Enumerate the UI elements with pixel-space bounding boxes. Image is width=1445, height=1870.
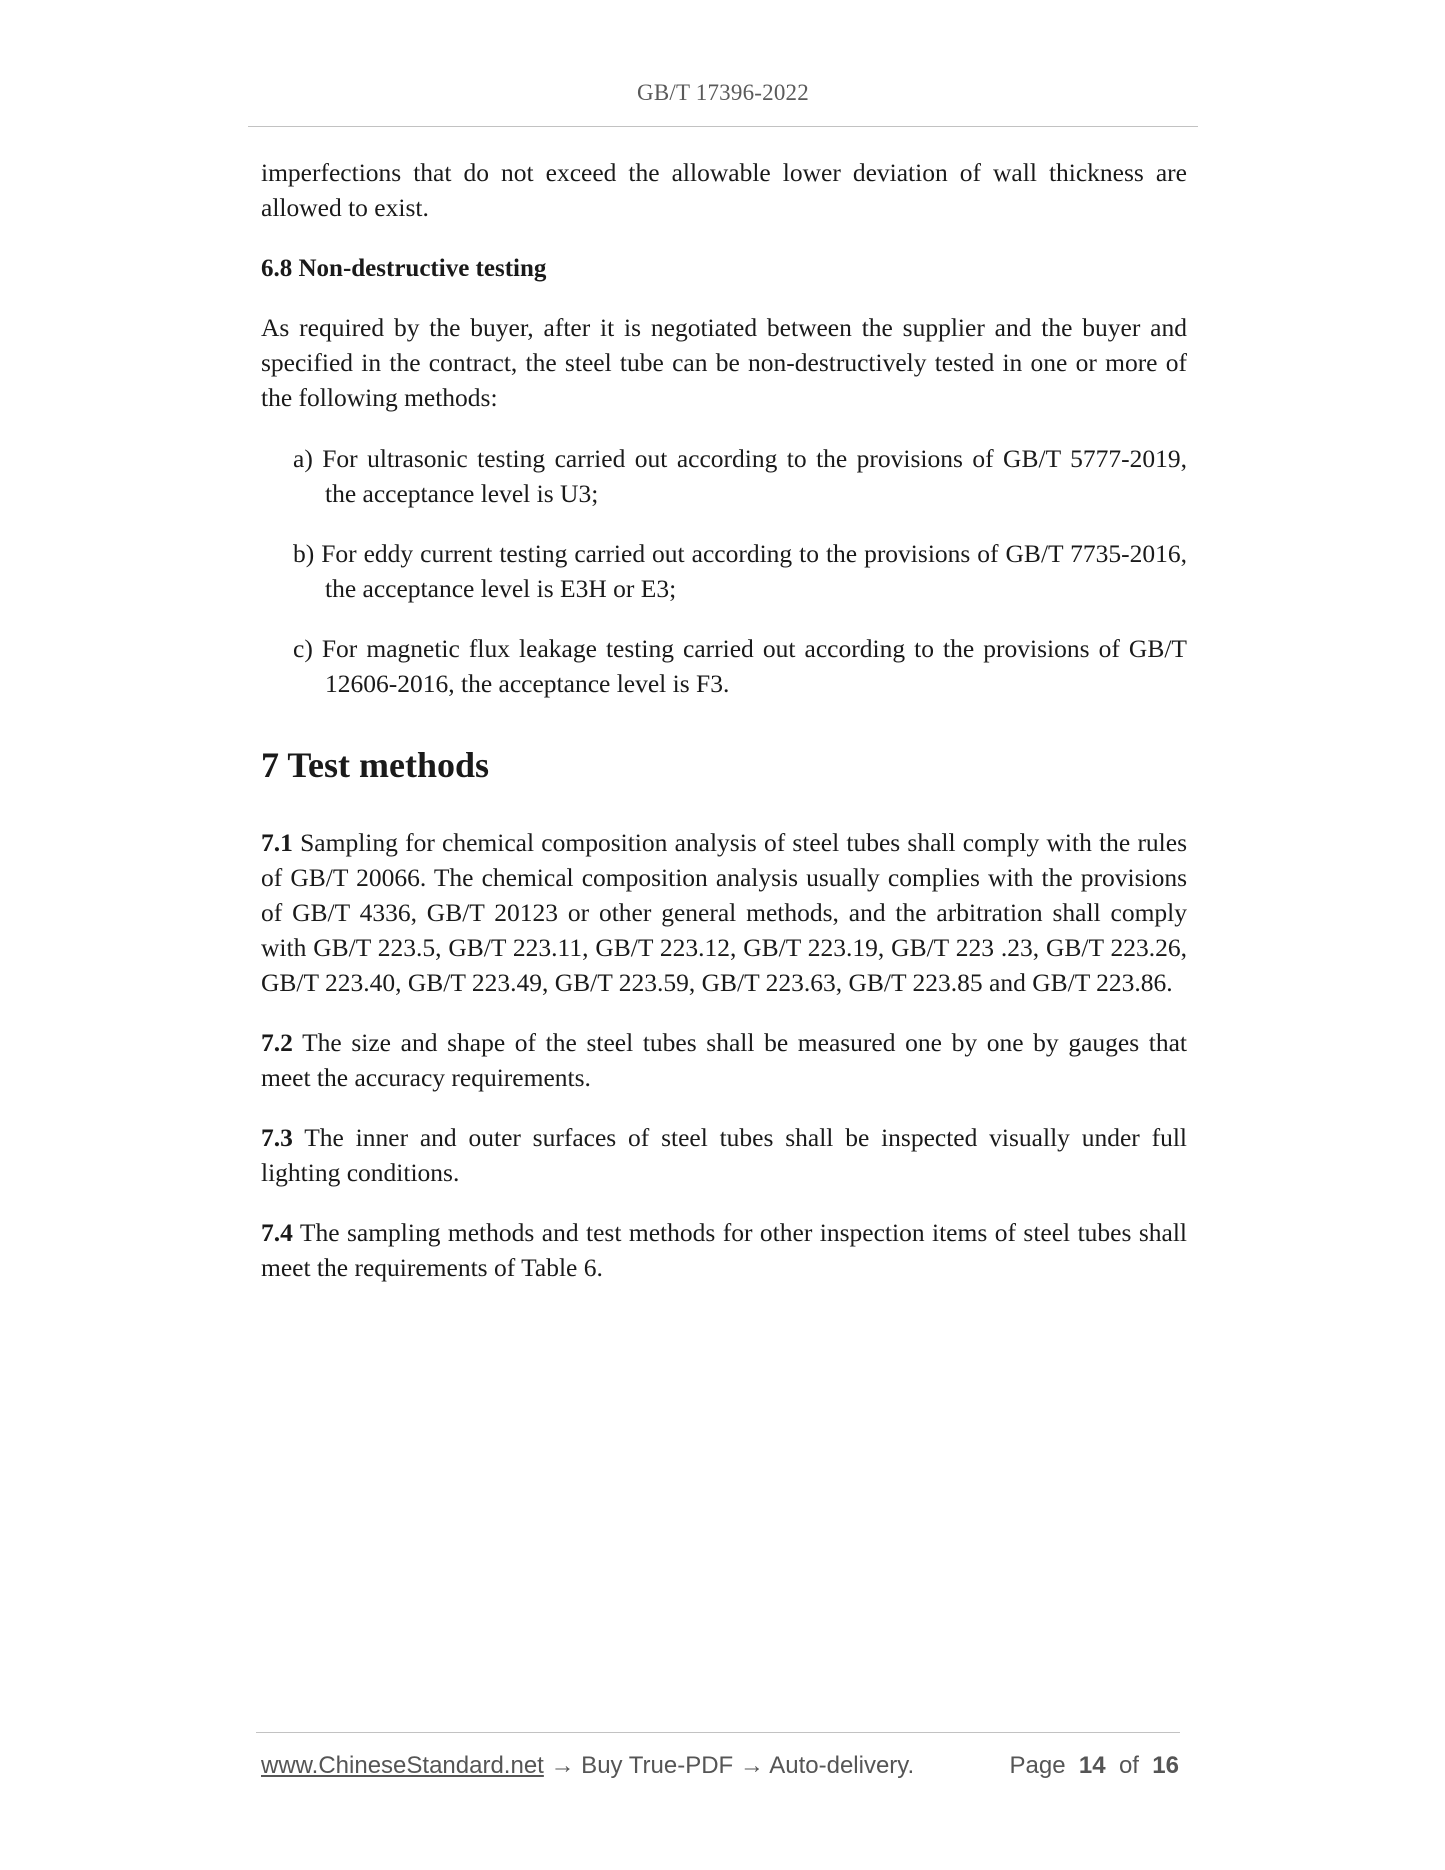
page-label: Page bbox=[1009, 1752, 1066, 1779]
section-6-8-title: 6.8 Non-destructive testing bbox=[261, 255, 547, 282]
current-page-number: 14 bbox=[1078, 1752, 1106, 1779]
section-6-8-body: As required by the buyer, after it is negotiated between the supplier and the buyer and specified in the contract, the steel tube can be non-destructively tested in one or more of the following methods: bbox=[261, 313, 1187, 412]
document-header-title: GB/T 17396-2022 bbox=[637, 80, 809, 105]
clause-7-3-text: The inner and outer surfaces of steel tubes shall be inspected visually under full lighting conditions. bbox=[261, 1123, 1187, 1187]
page-content bbox=[261, 155, 1187, 1310]
footer-promo-text: → Buy True-PDF → Auto-delivery. bbox=[543, 1752, 915, 1779]
page-indicator bbox=[1009, 1752, 1179, 1780]
of-label: of bbox=[1118, 1752, 1139, 1779]
clause-7-4-text: The sampling methods and test methods for other inspection items of steel tubes shall meet the requirements of Table 6. bbox=[261, 1218, 1188, 1282]
page-footer bbox=[261, 1752, 1181, 1782]
list-item-eddy-current: b) For eddy current testing carried out according to the provisions of GB/T 7735-2016, the acceptance level is E3H or E3; bbox=[293, 539, 1187, 603]
clause-7-3 bbox=[261, 1120, 1187, 1190]
list-item-magnetic-flux: c) For magnetic flux leakage testing carried out according to the provisions of GB/T 12606-2016, the acceptance level is F3. bbox=[293, 634, 1187, 698]
clause-7-1-number: 7.1 bbox=[261, 828, 293, 857]
clause-7-1-text: Sampling for chemical composition analysis of steel tubes shall comply with the rules of GB/T 20066. The chemical composition analysis usually complies with the provisions of GB/T 4336, GB/T 20123 or other general methods, and the arbitration shall comply with GB/T 223.5, GB/T 223.11, GB/T 223.12, GB/T 223.19, GB/T 223 .23, GB/T 223.26, GB/T 223.40, GB/T 223.49, GB/T 223.59, GB/T 223.63, GB/T 223.85 and GB/T 223.86. bbox=[261, 828, 1188, 997]
chapter-7-title: 7 Test methods bbox=[261, 745, 490, 785]
list-item-ultrasonic: a) For ultrasonic testing carried out according to the provisions of GB/T 5777-2019, the acceptance level is U3; bbox=[293, 444, 1187, 508]
clause-7-4-number: 7.4 bbox=[261, 1218, 293, 1247]
clause-7-2-number: 7.2 bbox=[261, 1028, 293, 1057]
clause-7-3-number: 7.3 bbox=[261, 1123, 293, 1152]
intro-continuation-paragraph: imperfections that do not exceed the allowable lower deviation of wall thickness are allowed to exist. bbox=[261, 158, 1187, 222]
header-divider bbox=[248, 126, 1198, 127]
clause-7-4 bbox=[261, 1215, 1187, 1285]
total-pages-number: 16 bbox=[1152, 1752, 1179, 1779]
clause-7-2 bbox=[261, 1025, 1187, 1095]
chinesestandard-link[interactable]: www.ChineseStandard.net bbox=[261, 1752, 544, 1779]
clause-7-1 bbox=[261, 825, 1187, 1000]
clause-7-2-text: The size and shape of the steel tubes shall be measured one by one by gauges that meet the accuracy requirements. bbox=[261, 1028, 1188, 1092]
footer-divider bbox=[256, 1732, 1180, 1733]
footer-promo bbox=[261, 1752, 914, 1780]
